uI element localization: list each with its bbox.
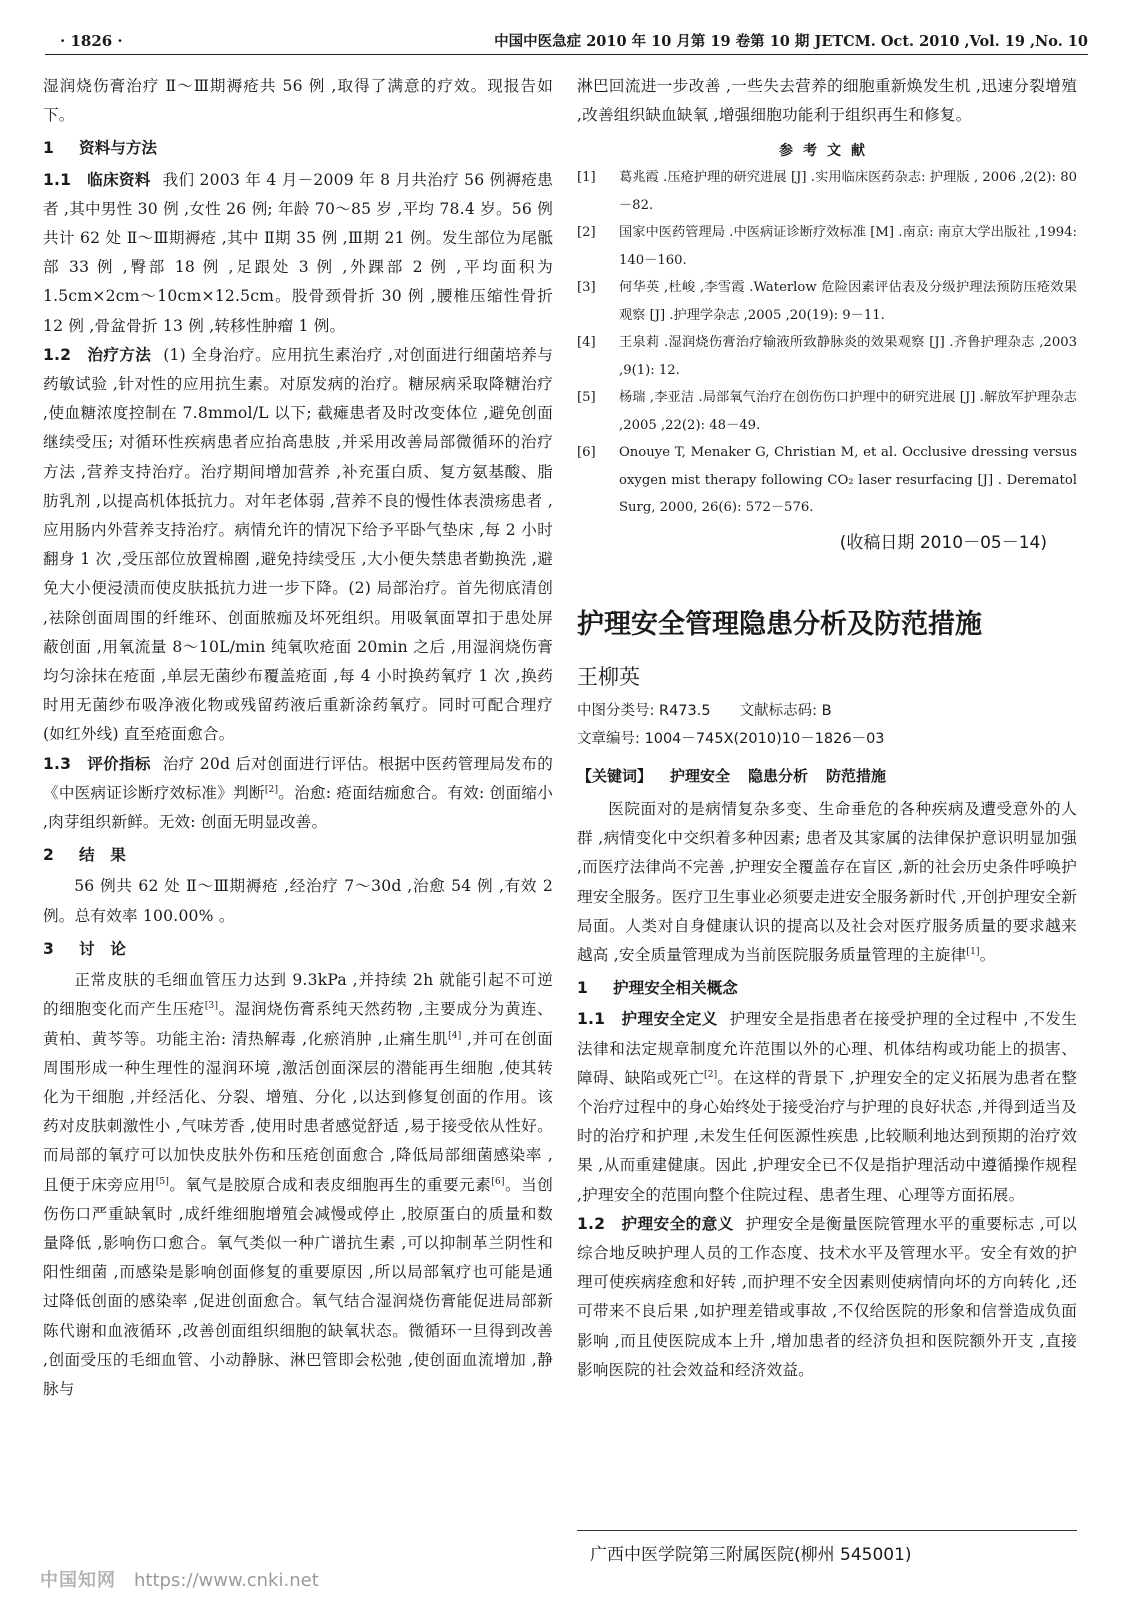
article-section-1-1-paragraph [577,1005,1077,1209]
section-1-2-paragraph [43,341,553,750]
section-2-heading [43,841,553,870]
article-section-1-1-title: 1.1 护理安全定义 [577,1010,718,1029]
section-1-1-title: 1.1 临床资料 [43,170,151,189]
section-3-text-d: 。氧气是胶原合成和表皮细胞再生的重要元素 [169,1175,492,1194]
citation-marker: [4] [448,1030,462,1041]
citation-marker: [2] [703,1069,718,1080]
citation-marker: [3] [204,1001,219,1012]
classification-line [577,697,1077,725]
section-1-3-title: 1.3 评价指标 [43,754,151,773]
journal-citation: 中国中医急症 2010 年 10 月第 19 卷第 10 期 JETCM. Oct. 2010 ,Vol. 19 ,No. 10 [494,33,1088,50]
section-1-title: 资料与方法 [79,139,157,158]
section-1-heading [43,134,553,163]
section-3-text-a: 正常皮肤的毛细血管压力达到 9.3kPa ,并持续 2h 就能引起不可逆的细胞变化而产生压疮 [43,971,553,1019]
section-1-1-text: 我们 2003 年 4 月－2009 年 8 月共治疗 56 例褥疮患者 ,其中男性 30 例 ,女性 26 例; 年龄 70～85 岁 ,平均 78.4 岁。56 例共计 62 处 Ⅱ～Ⅲ期褥疮 ,其中 Ⅱ期 35 例 ,Ⅲ期 21 例。发生部位为尾骶部 33 例 ,臀部 18 例 ,足跟处 3 例 ,外踝部 2 例 ,平均面积为 1.5cm×2cm～10cm×12.5cm。股骨颈骨折 30 例 ,腰椎压缩性骨折 12 例 ,骨盆骨折 13 例 ,转移性肿瘤 1 例。 [43,170,553,335]
reference-text: 国家中医药管理局 .中医病证诊断疗效标准 [M] .南京: 南京大学出版社 ,1994: 140－160. [619,225,1077,268]
clc-label: 中图分类号: [577,702,655,719]
section-3-number: 3 [43,939,54,958]
keywords-line [577,761,1077,791]
page-number: · 1826 · [60,32,123,50]
author-affiliation: 广西中医学院第三附属医院(柳州 545001) [590,1545,912,1565]
right-column [577,72,1077,1385]
reference-item [577,329,1077,384]
reference-number: [5] [577,390,596,406]
article-no-value: 1004－745X(2010)10－1826－03 [644,730,885,747]
section-1-3-paragraph [43,750,553,838]
section-1-2-text: (1) 全身治疗。应用抗生素治疗 ,对创面进行细菌培养与药敏试验 ,针对性的应用抗生素。对原发病的治疗。糖尿病采取降糖治疗 ,使血糖浓度控制在 7.8mmol/L 以下; 截瘫患者及时改变体位 ,避免创面继续受压; 对循环性疾病患者应抬高患肢 ,并采用改善局部微循环的治疗方法 ,营养支持治疗。治疗期间增加营养 ,补充蛋白质、复方氨基酸、脂肪乳剂 ,以提高机体抵抗力。对年老体弱 ,营养不良的慢性体表溃疡患者 ,应用肠内外营养支持治疗。病情允许的情况下给予平卧气垫床 ,每 2 小时翻身 1 次 ,受压部位放置棉圈 ,避免持续受压 ,大小便失禁患者勤换洗 ,避免大小便浸渍而使皮肤抵抗力进一步下降。(2) 局部治疗。首先彻底清创 ,祛除创面周围的纤维环、创面脓痂及坏死组织。用吸氧面罩扣于患处屏蔽创面 ,用氧流量 8～10L/min 纯氧吹疮面 20min 之后 ,用湿润烧伤膏均匀涂抹在疮面 ,单层无菌纱布覆盖疮面 ,每 4 小时换药氧疗 1 次 ,换药时用无菌纱布吸净液化物或残留药液后重新涂药氧疗。同时可配合理疗 (如红外线) 直至疮面愈合。 [43,345,553,744]
article-section-1-number: 1 [577,979,588,998]
section-1-2-title: 1.2 治疗方法 [43,345,152,364]
watermark-logo: 中国知网 [40,1570,116,1591]
article-section-1-2-title: 1.2 护理安全的意义 [577,1214,734,1233]
reference-text: 杨瑞 ,李亚洁 .局部氧气治疗在创伤伤口护理中的研究进展 [J] .解放军护理杂志 ,2005 ,22(2): 48－49. [619,390,1077,433]
section-1-3-text-a: 治疗 20d 后对创面进行评估。根据中医药管理局发布的《中医病证诊断疗效标准》判断 [43,754,553,802]
section-3-heading [43,935,553,964]
section-3-text-e: 。当创伤伤口严重缺氧时 ,成纤维细胞增殖会减慢或停止 ,胶原蛋白的质量和数量降低 ,影响伤口愈合。氧气类似一种广谱抗生素 ,可以抑制革兰阴性和阳性细菌 ,而感染是影响创面修复的重要原因 ,所以局部氧疗也可能是通过降低创面的感染率 ,促进创面愈合。氧气结合湿润烧伤膏能促进局部新陈代谢和血液循环 ,改善创面组织细胞的缺氧状态。微循环一旦得到改善 ,创面受压的毛细血管、小动静脉、淋巴管即会松弛 ,使创面血流增加 ,静脉与 [43,1175,553,1398]
section-2-text: 56 例共 62 处 Ⅱ～Ⅲ期褥疮 ,经治疗 7～30d ,治愈 54 例 ,有效 2 例。总有效率 100.00% 。 [43,877,553,925]
reference-item [577,439,1077,522]
page-header [0,0,1133,56]
section-1-1-paragraph [43,166,553,341]
article-section-1-2-text: 护理安全是衡量医院管理水平的重要标志 ,可以综合地反映护理人员的工作态度、技术水平及管理水平。安全有效的护理可使疾病痊愈和好转 ,而护理不安全因素则使病情向坏的方向转化 ,还可带来不良后果 ,如护理差错或事故 ,不仅给医院的形象和信誉造成负面影响 ,而且使医院成本上升 ,增加患者的经济负担和医院额外开支 ,直接影响医院的社会效益和经济效益。 [577,1214,1077,1379]
reference-number: [6] [577,445,596,461]
footer-rule [577,1530,1077,1531]
reference-text: Onouye T, Menaker G, Christian M, et al. Occlusive dressing versus oxygen mist therapy following CO₂ laser resurfacing [J] . Derematol Surg, 2000, 26(6): 572－576. [619,445,1077,516]
reference-item [577,274,1077,329]
doc-code-value: B [821,702,832,719]
article-title: 护理安全管理隐患分析及防范措施 [577,608,982,640]
reference-item [577,219,1077,274]
article-no-label: 文章编号: [577,730,640,747]
section-2-number: 2 [43,846,54,865]
article-section-1-title: 护理安全相关概念 [613,979,738,998]
reference-number: [4] [577,335,596,351]
section-1-number: 1 [43,139,54,158]
reference-number: [3] [577,280,596,296]
article-intro-paragraph [577,795,1077,970]
received-date: (收稿日期 2010－05－14) [839,532,1047,553]
reference-number: [2] [577,225,596,241]
reference-list [577,164,1077,522]
clc-value: R473.5 [659,702,711,719]
article-number-line [577,725,1077,753]
section-3-text-c: ,并可在创面周围形成一种生理性的湿润环境 ,激活创面深层的潜能再生细胞 ,使其转化为干细胞 ,并经活化、分裂、增殖、分化 ,以达到修复创面的作用。该药对皮肤刺激性小 ,气味芳香 ,使用时患者感觉舒适 ,易于接受依从性好。而局部的氧疗可以加快皮肤外伤和压疮创面愈合 ,降低局部细菌感染率 ,且便于床旁应用 [43,1029,553,1194]
reference-text: 葛兆霞 .压疮护理的研究进展 [J] .实用临床医药杂志: 护理版 , 2006 ,2(2): 80－82. [619,170,1077,213]
keyword: 隐患分析 [748,766,809,785]
keyword: 防范措施 [826,766,887,785]
section-3-text-b: 。湿润烧伤膏系纯天然药物 ,主要成分为黄连、黄柏、黄芩等。功能主治: 清热解毒 ,化瘀消肿 ,止痛生肌 [43,1000,553,1048]
citation-marker: [5] [155,1176,170,1187]
article-author: 王柳英 [577,664,640,689]
citation-marker: [6] [491,1176,505,1187]
reference-item [577,384,1077,439]
article-intro-text-a: 医院面对的是病情复杂多变、生命垂危的各种疾病及遭受意外的人群 ,病情变化中交织着多种因素; 患者及其家属的法律保护意识明显加强 ,而医疗法律尚不完善 ,护理安全覆盖存在盲区 ,新的社会历史条件呼唤护理安全服务。医疗卫生事业必须要走进安全服务新时代 ,开创护理安全新局面。人类对自身健康认识的提高以及社会对医疗服务质量的要求越来越高 ,安全质量管理成为当前医院服务质量管理的主旋律 [577,799,1077,964]
article-section-1-1-text-a: 护理安全是指患者在接受护理的全过程中 ,不发生法律和法定规章制度允许范围以外的心理、机体结构或功能上的损害、障碍、缺陷或死亡 [577,1010,1078,1087]
continuation-paragraph: 淋巴回流进一步改善 ,一些失去营养的细胞重新焕发生机 ,迅速分裂增殖 ,改善组织缺血缺氧 ,增强细胞功能利于组织再生和修复。 [577,77,1077,125]
keyword: 护理安全 [670,766,731,785]
intro-paragraph: 湿润烧伤膏治疗 Ⅱ～Ⅲ期褥疮共 56 例 ,取得了满意的疗效。现报告如下。 [43,77,553,125]
reference-number: [1] [577,170,596,186]
article-section-1-1-text-b: 。在这样的背景下 ,护理安全的定义拓展为患者在整个治疗过程中的身心始终处于接受治疗与护理的良好状态 ,并得到适当及时的治疗和护理 ,未发生任何医源性疾患 ,比较顺利地达到预期的治疗效果 ,从而重建健康。因此 ,护理安全已不仅是指护理活动中遵循操作规程 ,护理安全的范围向整个住院过程、患者生理、心理等方面拓展。 [577,1068,1077,1204]
watermark-url: https://www.cnki.net [134,1570,319,1591]
cnki-watermark [40,1566,319,1592]
article-intro-text-b: 。 [979,945,996,964]
article-section-1-heading [577,974,1077,1003]
header-rule [45,54,1088,55]
keywords-label: 【关键词】 [577,766,653,785]
section-2-title: 结 果 [79,846,126,865]
section-3-paragraph [43,966,553,1404]
reference-item [577,164,1077,219]
doc-code-label: 文献标志码: [739,702,817,719]
citation-marker: [1] [966,946,980,957]
article-section-1-2-paragraph [577,1210,1077,1385]
references-title: 参考文献 [779,143,875,160]
citation-marker: [2] [264,784,279,795]
section-1-3-text-b: 。治愈: 疮面结痂愈合。有效: 创面缩小 ,肉芽组织新鲜。无效: 创面无明显改善。 [43,783,553,832]
reference-text: 王泉莉 .湿润烧伤膏治疗输液所致静脉炎的效果观察 [J] .齐鲁护理杂志 ,2003 ,9(1): 12. [619,335,1077,378]
reference-text: 何华英 ,杜峻 ,李雪霞 .Waterlow 危险因素评估表及分级护理法预防压疮效果观察 [J] .护理学杂志 ,2005 ,20(19): 9－11. [619,280,1077,323]
left-column [43,72,553,1404]
section-3-title: 讨 论 [79,939,126,958]
